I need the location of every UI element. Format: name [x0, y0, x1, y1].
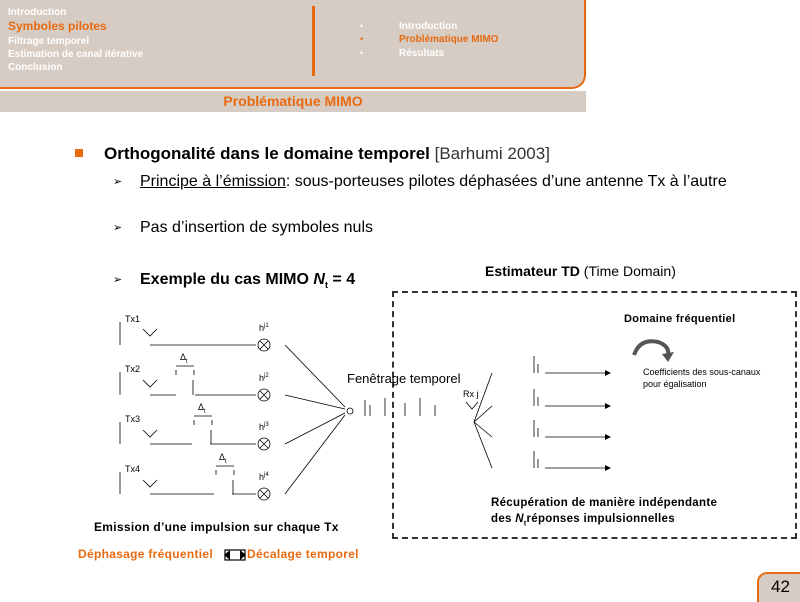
channel-label: $h^{j4}$ [259, 472, 269, 482]
channel-label: $h^{j3}$ [259, 422, 269, 432]
decalage-caption: Décalage temporel [247, 547, 359, 561]
exemple-var: N [313, 271, 325, 288]
channel-label: $h^{j1}$ [259, 323, 269, 333]
estimator-rest: (Time Domain) [579, 263, 676, 279]
antenna-icon [143, 329, 157, 336]
double-arrow-icon [224, 550, 246, 560]
multiplier-icon [258, 389, 270, 401]
dephasage-caption: Déphasage fréquentiel [78, 547, 214, 561]
delta-label: $\Delta_t$ [198, 402, 206, 415]
exemple-suffix: = 4 [327, 271, 356, 288]
delta-label: $\Delta_t$ [219, 452, 227, 465]
recuperation-label: Récupération de manière indépendante [491, 497, 718, 509]
domaine-frequentiel-label: Domaine fréquentiel [624, 313, 736, 325]
channel-label: $h^{j2}$ [259, 373, 269, 383]
fenetrage-label: Fenêtrage temporel [347, 371, 461, 386]
recuperation-label-2: des $N_tréponses$ impulsionnelles [491, 513, 675, 528]
nav-item-symboles-pilotes[interactable]: Symboles pilotes [8, 19, 107, 33]
emission-caption: Emission d’une impulsion sur chaque Tx [94, 520, 339, 534]
tx-label: Tx3 [125, 414, 141, 424]
coefficients-label-2: pour égalisation [643, 379, 707, 389]
arrow-bullet-icon: ➢ [113, 176, 123, 188]
delta-label: $\Delta_t$ [180, 352, 188, 365]
bullet-icon: • [360, 21, 364, 31]
multiplier-icon [258, 339, 270, 351]
subnav-item-introduction[interactable]: Introduction [399, 21, 458, 32]
tx-label: Tx4 [125, 464, 141, 474]
tx-label: Tx2 [125, 364, 141, 374]
principe-label: Principe à l’émission [140, 173, 286, 190]
multiplier-icon [258, 438, 270, 450]
multiplier-icon [258, 488, 270, 500]
nav-item-conclusion[interactable]: Conclusion [8, 62, 63, 73]
sub-bullet-insertion: Pas d’insertion de symboles nuls [140, 219, 374, 236]
antenna-icon [143, 380, 157, 387]
estimator-bold: Estimateur TD [485, 263, 580, 279]
nav-item-introduction[interactable]: Introduction [8, 7, 67, 18]
nav-item-estimation-canal[interactable]: Estimation de canal itérative [8, 49, 144, 60]
exemple-sub: t [324, 280, 328, 291]
section-title: Problématique MIMO [223, 93, 363, 109]
antenna-icon [143, 430, 157, 437]
rx-label: Rx j [463, 389, 479, 399]
rotate-arrow-icon [634, 341, 674, 362]
principe-text: : sous-porteuses pilotes déphasées d’une antenne Tx à l’autre [285, 173, 727, 190]
page-number: 42 [757, 572, 800, 602]
subnav-item-problematique-mimo[interactable]: Problématique MIMO [399, 34, 499, 45]
nav-item-filtrage-temporel[interactable]: Filtrage temporel [8, 36, 90, 47]
coefficients-label: Coefficients des sous-canaux [643, 367, 761, 377]
arrow-bullet-icon: ➢ [113, 274, 123, 286]
exemple-text: Exemple du cas MIMO [140, 271, 314, 288]
bullet-icon: • [360, 34, 364, 44]
bullet-icon: • [360, 48, 364, 58]
antenna-icon [466, 402, 478, 409]
sum-node [347, 408, 353, 414]
tx-label: Tx1 [125, 314, 141, 324]
arrow-bullet-icon: ➢ [113, 222, 123, 234]
antenna-icon [143, 480, 157, 487]
main-bullet-text: Orthogonalité dans le domaine temporel [104, 144, 430, 163]
citation: [Barhumi 2003] [434, 144, 550, 163]
subnav-item-resultats[interactable]: Résultats [399, 48, 445, 59]
